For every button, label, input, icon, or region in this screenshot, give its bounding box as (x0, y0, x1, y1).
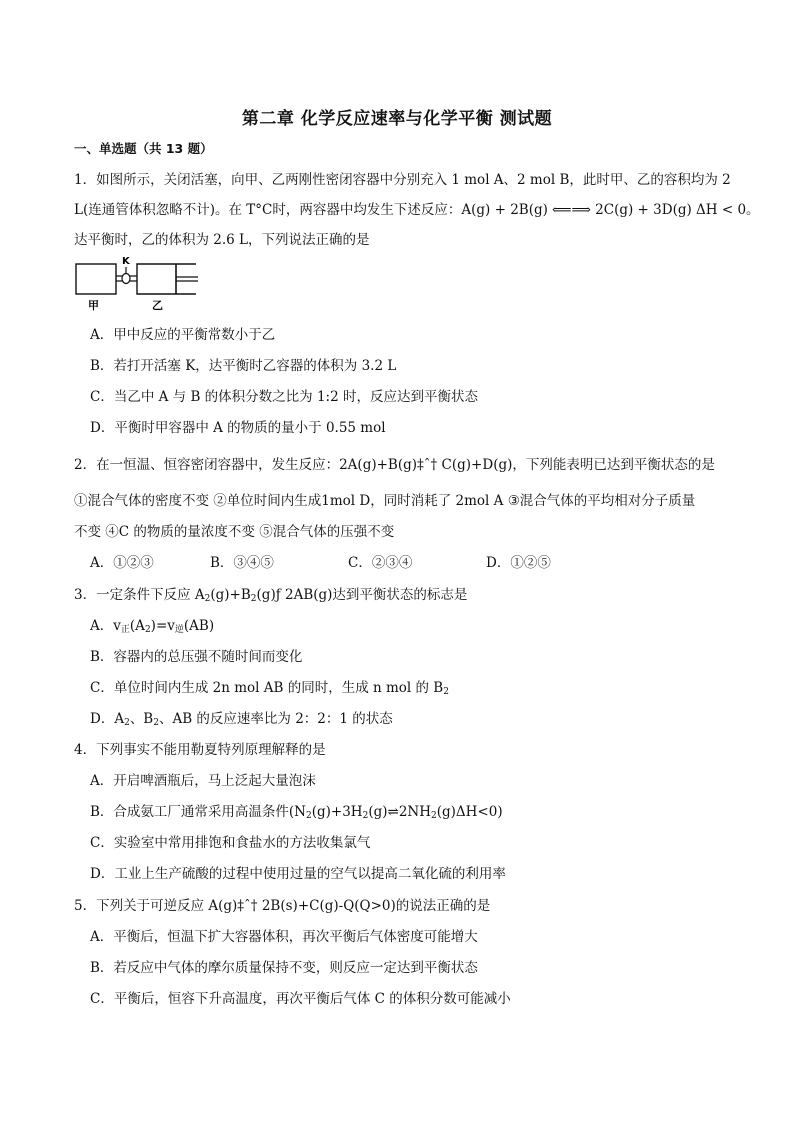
container-apparatus-diagram (74, 254, 204, 312)
q2-text-line-2: ①混合气体的密度不变 ②单位时间内生成1mol D，同时消耗了 2mol A ③混合气体的平均相对分子质量 (74, 493, 696, 509)
label-k: K (122, 256, 130, 267)
q4-b-subscript: 2 (362, 811, 369, 821)
q4-b-part: (g)⇌2NH (368, 804, 431, 820)
q2-option-d: D．①②⑤ (486, 555, 551, 571)
q4-b-part: B．合成氨工厂通常采用高温条件(N (90, 804, 306, 820)
q3-a-part: (AB) (183, 618, 215, 634)
q4-text-line-1: 4．下列事实不能用勒夏特列原理解释的是 (74, 742, 326, 758)
page-title: 第二章 化学反应速率与化学平衡 测试题 (241, 109, 553, 129)
q2-option-b: B．③④⑤ (210, 555, 274, 571)
q1-text-line-1: 1．如图所示，关闭活塞，向甲、乙两刚性密闭容器中分别充入 1 mol A、2 mol B，此时甲、乙的容积均为 2 (74, 172, 731, 188)
label-yi: 乙 (152, 299, 163, 312)
q3-option-b: B．容器内的总压强不随时间而变化 (90, 649, 303, 665)
q3-a-part: )=v (150, 618, 175, 634)
q3-text-part: (g)+B (210, 587, 251, 603)
q3-d-subscript: 2 (124, 718, 130, 728)
q5-option-a: A．平衡后，恒温下扩大容器体积，再次平衡后气体密度可能增大 (90, 929, 478, 945)
q4-option-d: D．工业上生产硫酸的过程中使用过量的空气以提高二氧化硫的利用率 (90, 866, 506, 882)
q3-a-subscript: 2 (144, 625, 151, 635)
q1-text-line-2: L(连通管体积忽略不计)。在 T°C时，两容器中均发生下述反应：A(g) + 2B(g) ⟸⟹ 2C(g) + 3D(g) ΔH < 0。 (74, 202, 760, 218)
q1-text-line-3: 达平衡时，乙的体积为 2.6 L，下列说法正确的是 (74, 232, 370, 248)
q4-option-c: C．实验室中常用排饱和食盐水的方法收集氯气 (90, 835, 371, 851)
q3-d-subscript: 2 (153, 718, 159, 728)
q3-c-part: C．单位时间内生成 2n mol AB 的同时，生成 n mol 的 B (90, 680, 444, 696)
q1-option-b: B．若打开活塞 K，达平衡时乙容器的体积为 3.2 L (90, 358, 397, 374)
q4-b-subscript: 2 (306, 811, 312, 821)
q3-a-subscript: 正 (120, 625, 130, 635)
q3-option-d (90, 707, 393, 728)
q3-c-subscript: 2 (443, 687, 449, 697)
q3-d-part: 、AB 的反应速率比为 2：2：1 的状态 (158, 711, 393, 727)
q3-text-part: (g)ƒ 2AB(g)达到平衡状态的标志是 (256, 587, 468, 603)
q1-option-c: C．当乙中 A 与 B 的体积分数之比为 1:2 时，反应达到平衡状态 (90, 389, 478, 405)
q3-subscript: 2 (250, 594, 257, 604)
q4-option-b (90, 800, 503, 821)
q2-option-a: A．①②③ (90, 555, 154, 571)
q5-option-b: B．若反应中气体的摩尔质量保持不变，则反应一定达到平衡状态 (90, 960, 478, 976)
valve-k (122, 274, 130, 284)
q3-subscript: 2 (204, 594, 211, 604)
q4-b-part: (g)+3H (311, 804, 363, 820)
q1-option-a: A．甲中反应的平衡常数小于乙 (90, 327, 276, 343)
q3-a-subscript: 逆 (174, 625, 184, 635)
q3-option-a (90, 614, 214, 635)
q3-d-part: 、B (129, 711, 154, 727)
q2-option-c: C．②③④ (348, 555, 413, 571)
q3-a-part: A．v (90, 618, 121, 634)
q4-option-a: A．开启啤酒瓶后，马上泛起大量泡沫 (90, 773, 316, 789)
q3-option-c (90, 676, 449, 697)
q3-text-line-1 (74, 583, 467, 604)
q1-option-d: D．平衡时甲容器中 A 的物质的量小于 0.55 mol (90, 420, 386, 436)
label-jia: 甲 (88, 299, 99, 312)
container-jia (76, 264, 116, 294)
q5-text-line-1: 5．下列关于可逆反应 A(g)‡ˆ† 2B(s)+C(g)-Q(Q>0)的说法正确的是 (74, 898, 491, 914)
section-heading: 一、单选题（共 13 题） (74, 141, 213, 156)
q5-option-c: C．平衡后，恒容下升高温度，再次平衡后气体 C 的体积分数可能减小 (90, 991, 511, 1007)
q3-text-part: 3．一定条件下反应 A (74, 587, 205, 603)
q3-d-part: D．A (90, 711, 125, 727)
q2-text-line-1: 2．在一恒温、恒容密闭容器中，发生反应：2A(g)+B(g)‡ˆ† C(g)+D(g)，下列能表明已达到平衡状态的是 (74, 457, 715, 473)
q4-b-subscript: 2 (431, 811, 437, 821)
q4-b-part: (g)ΔH<0) (436, 804, 503, 820)
q2-text-line-3: 不变 ④C 的物质的量浓度不变 ⑤混合气体的压强不变 (74, 524, 395, 540)
container-yi (137, 264, 196, 294)
q3-a-part: (A (129, 618, 145, 634)
